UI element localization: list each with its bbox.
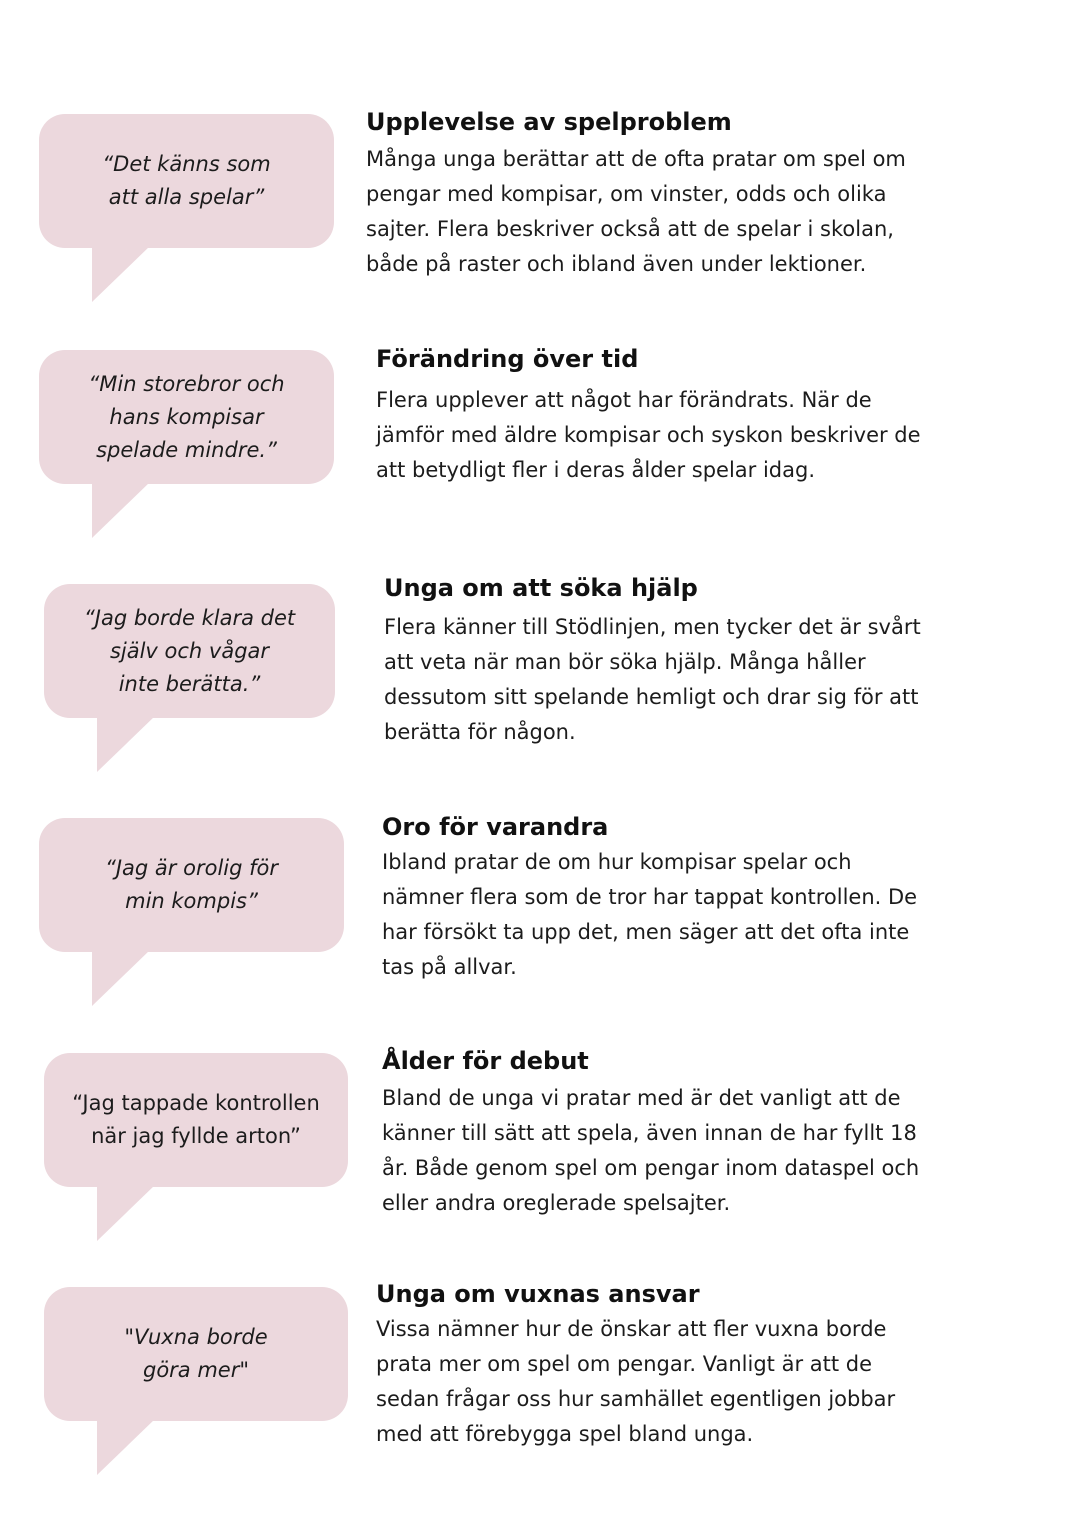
quote-bubble: "Vuxna borde göra mer" [44, 1287, 348, 1421]
section-body: Flera upplever att något har förändrats. När de jämför med äldre kompisar och syskon beskriver de att betydligt fler i deras ålder spelar idag. [376, 388, 921, 482]
section-heading: Oro för varandra [382, 813, 609, 841]
section-body: Vissa nämner hur de önskar att fler vuxna borde prata mer om spel om pengar. Vanligt är att de sedan frågar oss hur samhället egentligen jobbar med att förebygga spel bland unga. [376, 1317, 896, 1446]
quote-bubble: “Jag borde klara det själv och vågar inte berätta.” [44, 584, 335, 718]
section-heading: Unga om vuxnas ansvar [376, 1280, 700, 1308]
speech-bubble-tail [92, 246, 150, 302]
quote-bubble: “Jag tappade kontrollen när jag fyllde arton” [44, 1053, 348, 1187]
section-body: Flera känner till Stödlinjen, men tycker det är svårt att veta när man bör söka hjälp. Många håller dessutom sitt spelande hemligt och drar sig för att berätta för någon. [384, 615, 921, 744]
quote-bubble: “Det känns som att alla spelar” [39, 114, 334, 248]
speech-bubble-tail [97, 716, 155, 772]
quote-bubble: “Jag är orolig för min kompis” [39, 818, 344, 952]
section-body: Ibland pratar de om hur kompisar spelar och nämner flera som de tror har tappat kontrollen. De har försökt ta upp det, men säger att det ofta inte tas på allvar. [382, 850, 918, 979]
speech-bubble-tail [97, 1419, 155, 1475]
quote-bubble: “Min storebror och hans kompisar spelade mindre.” [39, 350, 334, 484]
speech-bubble-tail [97, 1185, 155, 1241]
section-heading: Ålder för debut [382, 1047, 589, 1075]
section-body: Bland de unga vi pratar med är det vanligt att de känner till sätt att spela, även innan de har fyllt 18 år. Både genom spel om pengar inom dataspel och eller andra oreglerade spelsajter. [382, 1086, 920, 1215]
section-body: Många unga berättar att de ofta pratar om spel om pengar med kompisar, om vinster, odds och olika sajter. Flera beskriver också att de spelar i skolan, både på raster och ibland även under lektioner. [366, 147, 906, 276]
speech-bubble-tail [92, 482, 150, 538]
speech-bubble-tail [92, 950, 150, 1006]
section-heading: Unga om att söka hjälp [384, 574, 698, 602]
section-heading: Upplevelse av spelproblem [366, 108, 732, 136]
section-heading: Förändring över tid [376, 345, 639, 373]
